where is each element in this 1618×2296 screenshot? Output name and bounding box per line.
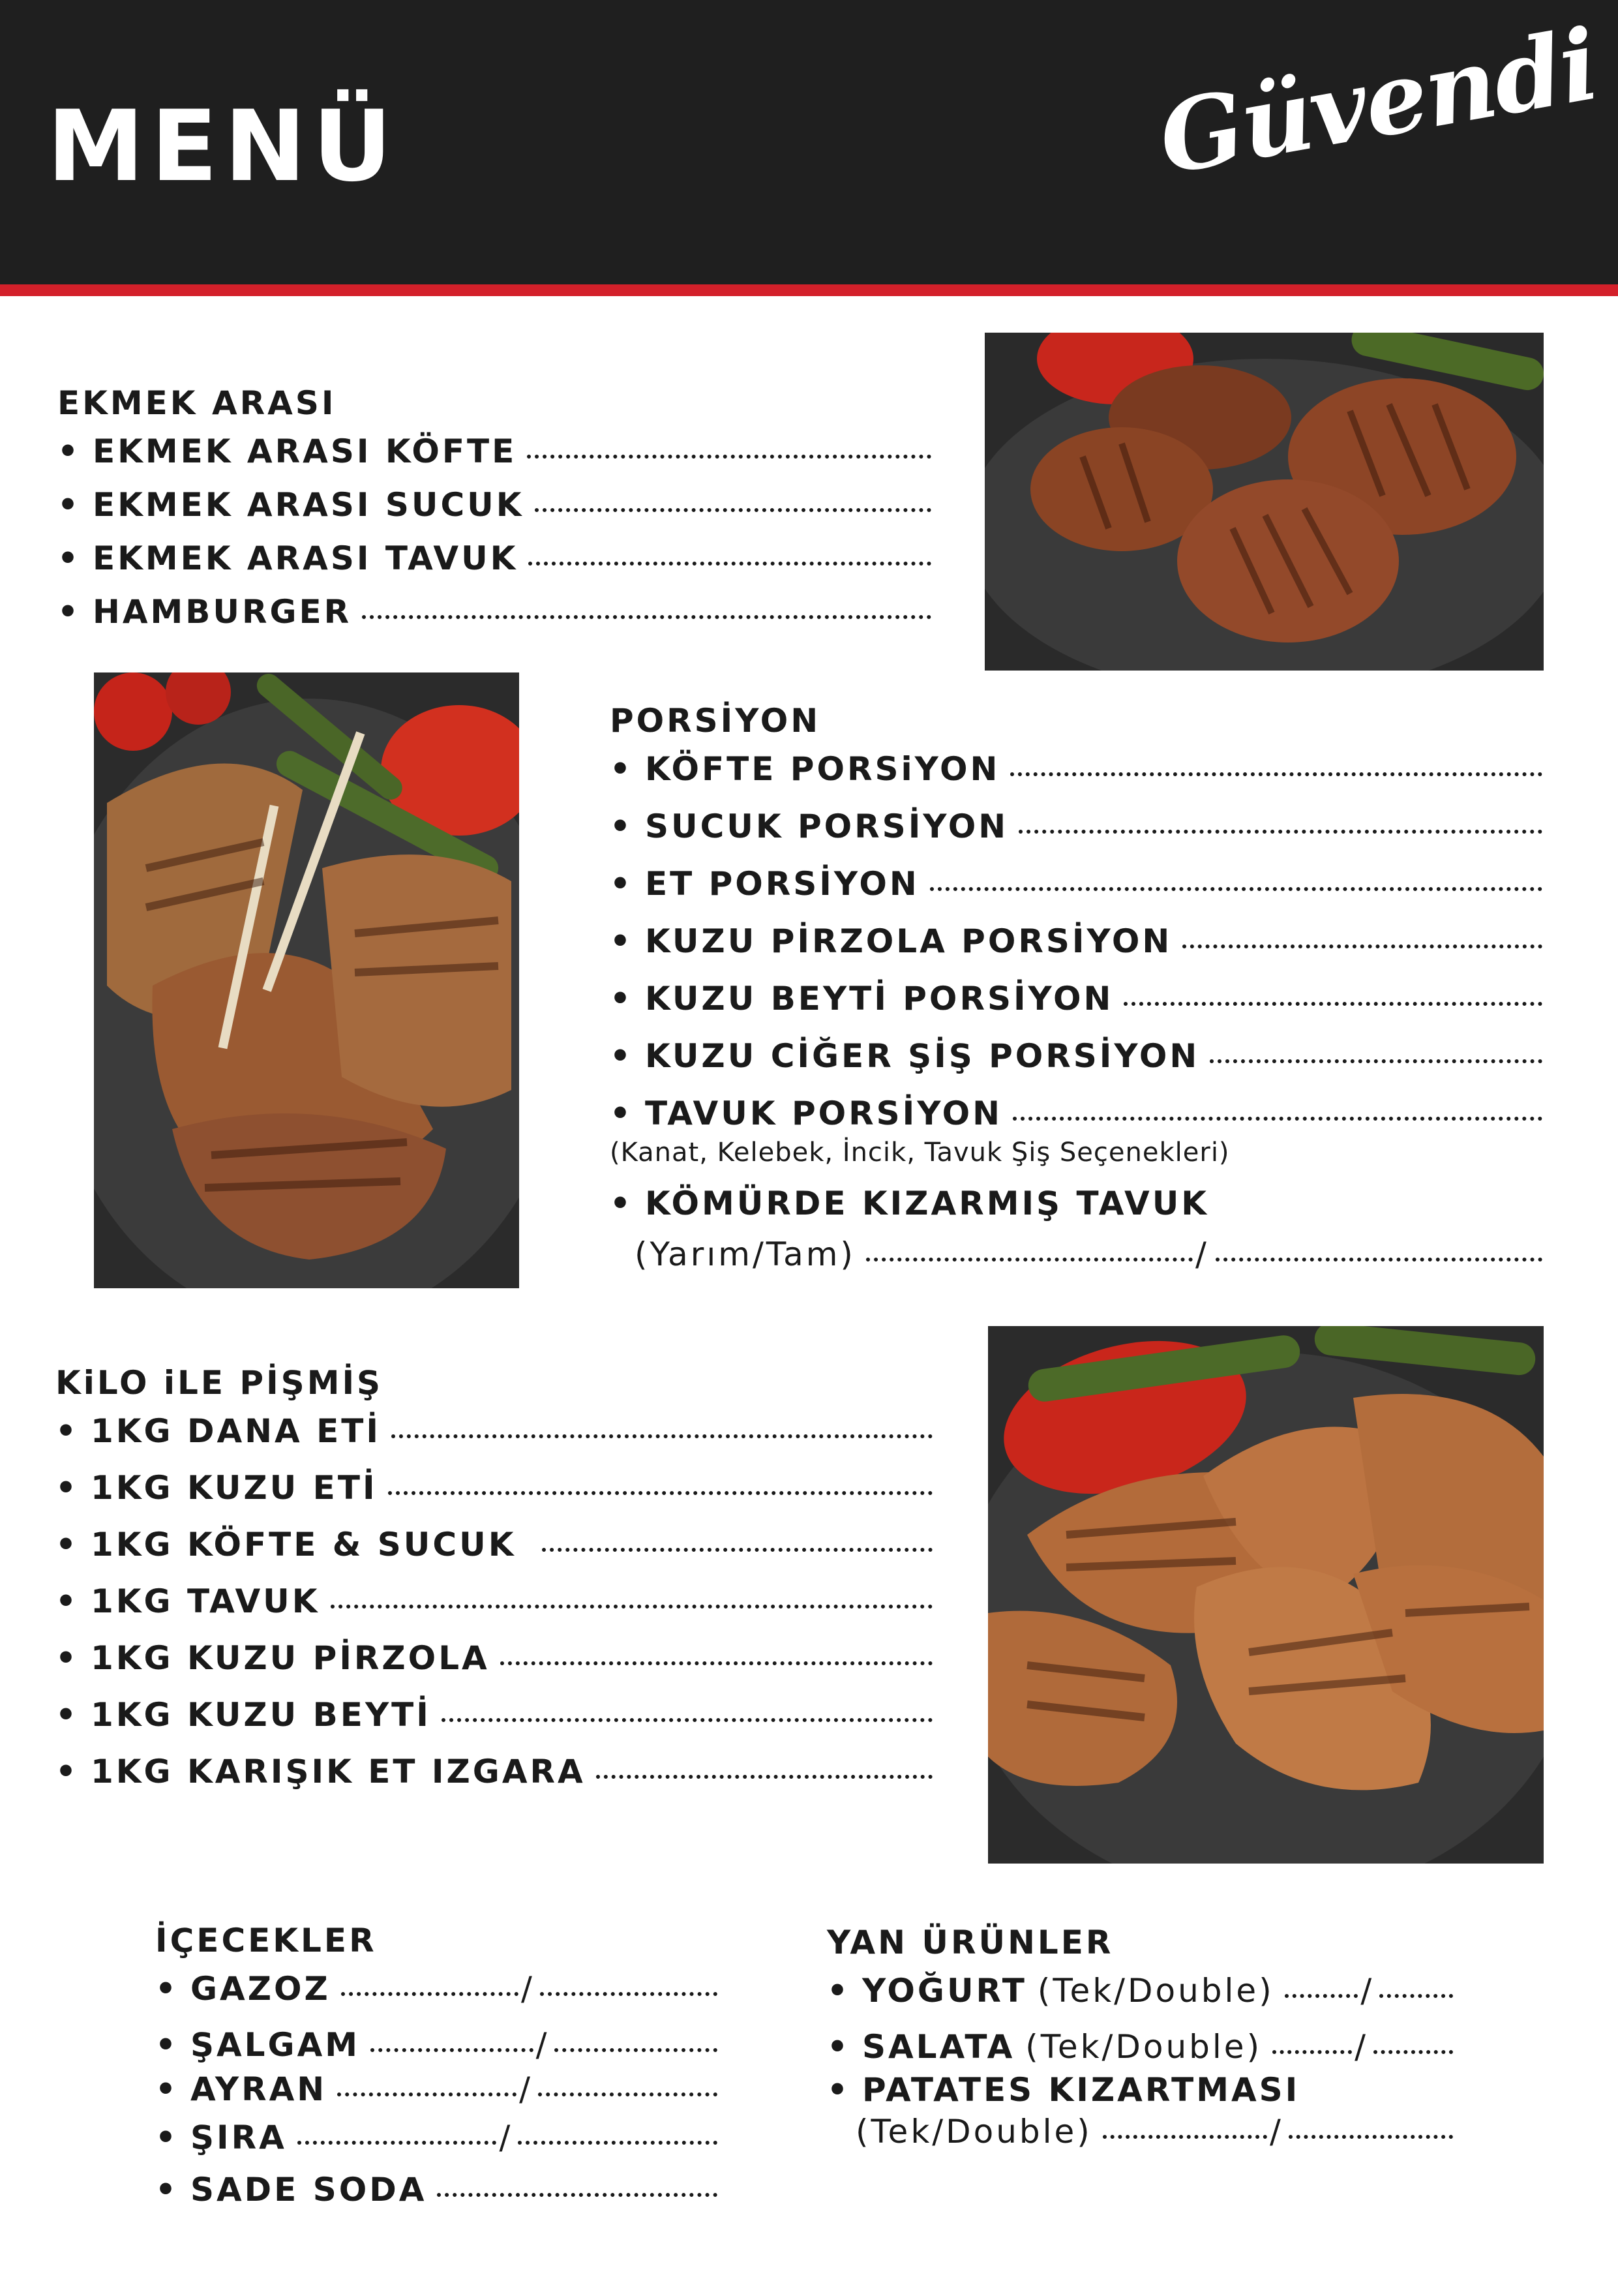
leader-dots [391, 1434, 933, 1438]
bullet: • [55, 1526, 79, 1563]
section-title: İÇECEKLER [155, 1922, 377, 1959]
item-name: YOĞURT [861, 1972, 1027, 2010]
leader-dots [437, 2193, 717, 2197]
item-name: KÖFTE PORSiYON [644, 750, 1000, 788]
menu-item [155, 2118, 717, 2157]
bullet: • [610, 1095, 633, 1132]
leader-dots [1182, 944, 1542, 948]
leader-dots [528, 562, 931, 566]
bullet: • [155, 2026, 179, 2064]
price-separator: / [499, 2119, 513, 2156]
item-name: TAVUK PORSİYON [644, 1095, 1002, 1132]
leader-dots [362, 615, 931, 619]
item-name: KUZU BEYTİ PORSİYON [644, 980, 1114, 1018]
item-name: PATATES KIZARTMASI [861, 2071, 1300, 2109]
leader-dots [337, 2092, 517, 2096]
bullet: • [57, 539, 81, 577]
menu-item [55, 1525, 933, 1564]
item-name: SALATA [861, 2028, 1015, 2066]
brand-logo: Güvendi [1150, 7, 1606, 197]
item-name: ŞALGAM [190, 2026, 361, 2064]
menu-item [57, 485, 931, 524]
bullet: • [55, 1582, 79, 1620]
item-name: ET PORSİYON [644, 865, 920, 903]
leader-dots [1272, 2050, 1352, 2054]
leader-dots [542, 1548, 933, 1552]
bullet: • [57, 432, 81, 470]
menu-item [610, 922, 1542, 961]
leader-dots [1373, 2050, 1453, 2054]
leader-dots [554, 2048, 717, 2052]
bullet: • [610, 1185, 633, 1222]
leader-dots [341, 1992, 518, 1996]
section-icecekler [155, 1921, 717, 2220]
section-kilo [55, 1363, 933, 1802]
pirzola-photo [94, 672, 519, 1288]
bullet: • [57, 486, 81, 524]
menu-item [155, 2025, 717, 2064]
leader-dots [538, 2092, 717, 2096]
bullet: • [55, 1639, 79, 1677]
price-separator: / [519, 2070, 533, 2108]
menu-item [55, 1639, 933, 1678]
item-name: AYRAN [190, 2070, 327, 2108]
leader-dots [1019, 830, 1542, 834]
leader-dots [1124, 1002, 1542, 1006]
bullet: • [55, 1412, 79, 1450]
accent-stripe [0, 284, 1618, 296]
menu-item [827, 2070, 1453, 2109]
item-suffix: (Tek/Double) [1025, 2028, 1263, 2066]
menu-item [610, 807, 1542, 846]
menu-item [57, 432, 931, 471]
menu-item [610, 1184, 1542, 1223]
bullet: • [55, 1753, 79, 1790]
leader-dots [866, 1258, 1193, 1261]
item-name: ŞIRA [190, 2119, 287, 2156]
bullet: • [610, 808, 633, 845]
item-name: 1KG TAVUK [90, 1582, 320, 1620]
item-name: EKMEK ARASI KÖFTE [92, 432, 517, 470]
leader-dots [500, 1661, 933, 1665]
menu-item [55, 1412, 933, 1451]
bullet: • [55, 1696, 79, 1734]
price-separator: / [1360, 1972, 1375, 2010]
leader-dots [370, 2048, 533, 2052]
menu-item [610, 864, 1542, 903]
leader-dots [518, 2141, 717, 2145]
menu-item [827, 1971, 1453, 2010]
bullet: • [155, 1970, 179, 2008]
section-title: KiLO iLE PİŞMİŞ [55, 1364, 383, 1402]
menu-item [155, 1969, 717, 2008]
leader-dots [930, 887, 1542, 891]
section-ekmek-arasi [57, 384, 931, 642]
leader-dots [540, 1992, 717, 1996]
leader-dots [535, 508, 932, 512]
section-title: EKMEK ARASI [57, 384, 337, 422]
bullet: • [155, 2119, 179, 2156]
menu-item [610, 749, 1542, 789]
menu-item [57, 592, 931, 631]
price-separator: / [1355, 2028, 1368, 2066]
menu-item [55, 1582, 933, 1621]
item-name: SADE SODA [190, 2171, 427, 2209]
item-name: 1KG KUZU BEYTİ [90, 1696, 431, 1734]
leader-dots [527, 455, 931, 459]
bullet: • [610, 1037, 633, 1075]
leader-dots [1103, 2135, 1267, 2139]
header-bar [0, 0, 1618, 284]
item-name: 1KG KÖFTE & SUCUK [90, 1526, 517, 1563]
leader-dots [1013, 1117, 1542, 1121]
bullet: • [827, 1972, 850, 2010]
tavuk-photo [988, 1326, 1544, 1864]
leader-dots [1216, 1258, 1542, 1261]
menu-item [55, 1468, 933, 1507]
bullet: • [57, 593, 81, 631]
item-name: 1KG DANA ETİ [90, 1412, 381, 1450]
menu-item [610, 1094, 1542, 1133]
leader-dots [1379, 1994, 1453, 1998]
bullet: • [155, 2070, 179, 2108]
bullet: • [610, 922, 633, 960]
menu-item [57, 539, 931, 578]
price-separator: / [535, 2026, 550, 2064]
leader-dots [596, 1775, 933, 1779]
menu-item [610, 1036, 1542, 1076]
price-separator: / [1269, 2113, 1283, 2151]
leader-dots [297, 2141, 497, 2145]
price-separator: / [1195, 1235, 1209, 1273]
menu-item [827, 2027, 1453, 2066]
menu-item [610, 979, 1542, 1018]
section-yan-urunler [827, 1923, 1453, 2162]
page-title: MENÜ [47, 90, 399, 204]
item-name: SUCUK PORSİYON [644, 808, 1009, 845]
item-name: KÖMÜRDE KIZARMIŞ TAVUK [644, 1185, 1210, 1222]
leader-dots [1285, 1994, 1358, 1998]
menu-item [155, 2070, 717, 2109]
menu-item [55, 1752, 933, 1791]
item-name: 1KG KUZU PİRZOLA [90, 1639, 490, 1677]
item-name: KUZU PİRZOLA PORSİYON [644, 922, 1173, 960]
item-name: (Yarım/Tam) [635, 1235, 856, 1273]
item-name: HAMBURGER [92, 593, 352, 631]
bullet: • [155, 2171, 179, 2209]
leader-dots [1010, 772, 1542, 776]
bullet: • [610, 865, 633, 903]
section-porsiyon [610, 701, 1542, 1284]
item-name: 1KG KUZU ETİ [90, 1469, 378, 1507]
item-name: EKMEK ARASI TAVUK [92, 539, 518, 577]
leader-dots [1210, 1059, 1542, 1063]
kofte-photo [985, 333, 1544, 671]
item-name: EKMEK ARASI SUCUK [92, 486, 524, 524]
bullet: • [55, 1469, 79, 1507]
section-title: PORSİYON [610, 702, 821, 740]
item-name: 1KG KARIŞIK ET IZGARA [90, 1753, 586, 1790]
item-note: (Kanat, Kelebek, İncik, Tavuk Şiş Seçenekleri) [610, 1138, 1230, 1168]
leader-dots [442, 1718, 933, 1722]
leader-dots [388, 1491, 933, 1495]
bullet: • [827, 2028, 850, 2066]
menu-item-sub [610, 1235, 1542, 1274]
menu-item [55, 1695, 933, 1734]
menu-item [155, 2170, 717, 2209]
price-separator: / [520, 1970, 535, 2008]
item-name: GAZOZ [190, 1970, 331, 2008]
leader-dots [1289, 2135, 1453, 2139]
bullet: • [610, 980, 633, 1018]
item-suffix: (Tek/Double) [856, 2113, 1092, 2151]
menu-item-sub [827, 2112, 1453, 2151]
item-name: KUZU CİĞER ŞİŞ PORSİYON [644, 1037, 1200, 1075]
bullet: • [827, 2071, 850, 2109]
item-suffix: (Tek/Double) [1037, 1972, 1274, 2010]
section-title: YAN ÜRÜNLER [827, 1924, 1114, 1961]
bullet: • [610, 750, 633, 788]
leader-dots [331, 1605, 933, 1609]
